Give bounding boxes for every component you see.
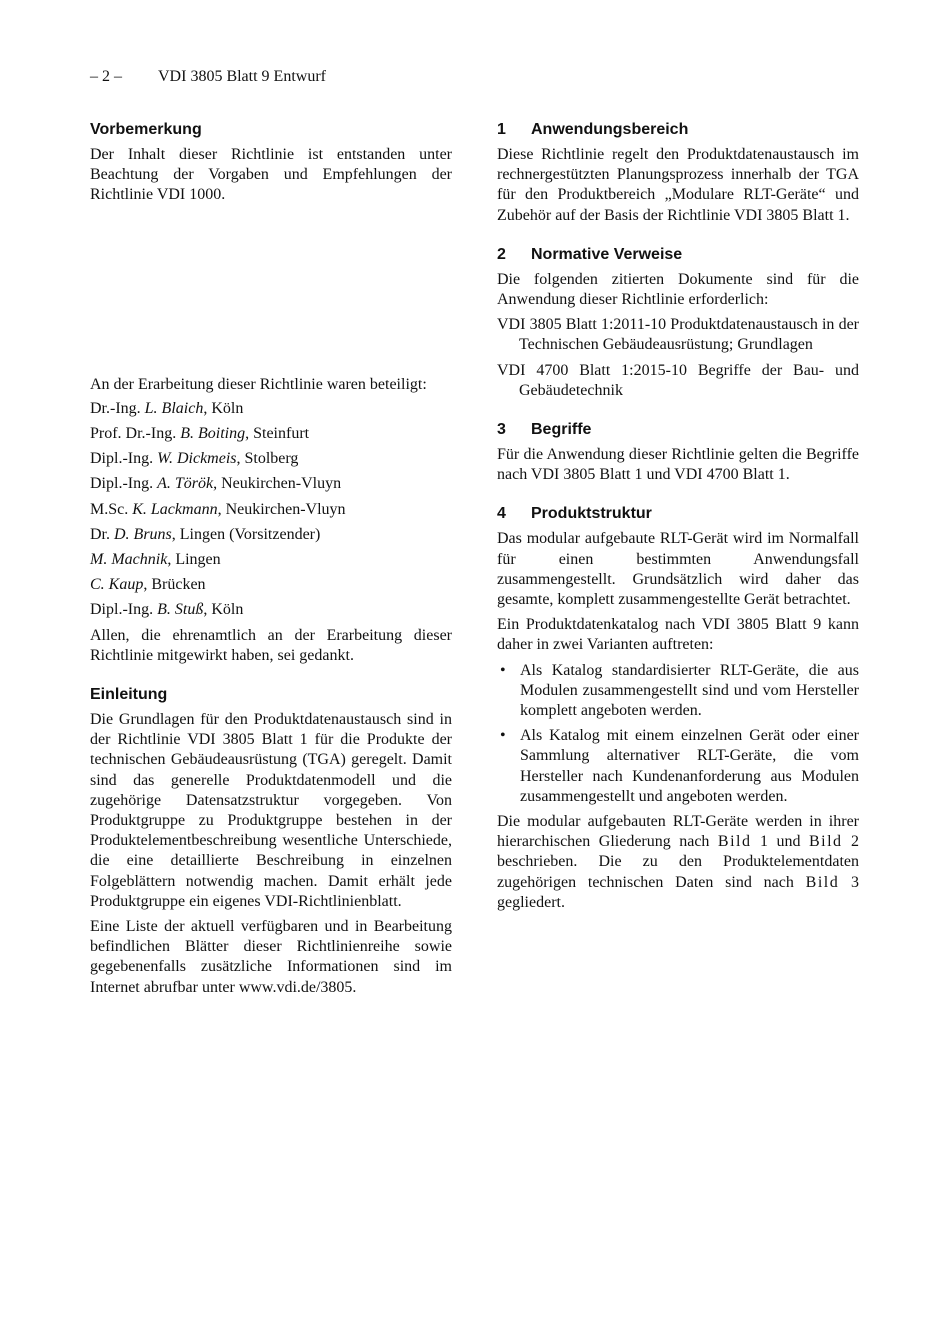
participant-list bbox=[90, 399, 452, 621]
heading-section-4: 4 Produktstruktur bbox=[497, 505, 652, 523]
paragraph-section-4-1: Das modular aufgebaute RLT-Gerät wird im Normalfall für einen bestimmten Anwendungsfall zusammengestellt. Grundsätzlich wird daher das gesamte, komplett zusammengestellte Gerät betrachtet. bbox=[497, 530, 859, 609]
section-4 bbox=[497, 504, 859, 913]
bullet-item: • Als Katalog standardisierter RLT-Geräte, die aus Modulen zusammengestellt sind und vom Hersteller komplett angeboten werden. bbox=[497, 661, 859, 722]
figure-ref: Bild bbox=[717, 833, 752, 851]
participant-item: Dr.-Ing. L. Blaich, Köln bbox=[90, 399, 244, 417]
participant-item: Dr. D. Bruns, Lingen (Vorsitzender) bbox=[90, 525, 321, 543]
paragraph-section-1: Diese Richtlinie regelt den Produktdatenaustausch im rechnergestützten Planungsprozess innerhalb der TGA für den Produktbereich „Modulare RLT-Geräte“ und Zubehör auf der Basis der Richtlinie VDI 3805 Blatt 1. bbox=[497, 146, 859, 224]
participant-item: Dipl.-Ing. B. Stuß, Köln bbox=[90, 601, 244, 619]
participants-intro: An der Erarbeitung dieser Richtlinie waren beteiligt: bbox=[90, 375, 427, 393]
bullet-item: • Als Katalog mit einem einzelnen Gerät oder einer Sammlung alternativer RLT-Geräte, die vom Hersteller nach Kundenanforderung aus Modulen zusammengestellt und angeboten werden. bbox=[497, 726, 859, 807]
paragraph-section-4-2: Ein Produktdatenkatalog nach VDI 3805 Blatt 9 kann daher in zwei Varianten auftreten: bbox=[497, 616, 859, 654]
section-participants bbox=[90, 375, 452, 666]
participant-item: Dipl.-Ing. A. Török, Neukirchen-Vluyn bbox=[90, 475, 342, 493]
page-number: – 2 – bbox=[90, 68, 122, 85]
bullet-list bbox=[497, 661, 859, 807]
paragraph-einleitung-2: Eine Liste der aktuell verfügbaren und in Bearbeitung befindlichen Blätter dieser Richtlinienreihe sowie gegebenenfalls zusätzliche Informationen sind im Internet abrufbar unter www.vdi.de/3805. bbox=[90, 918, 452, 996]
heading-section-3: 3 Begriffe bbox=[497, 421, 592, 439]
left-column bbox=[90, 120, 452, 1017]
right-column bbox=[497, 120, 859, 932]
participant-item: M. Machnik, Lingen bbox=[90, 551, 221, 569]
figure-ref: Bild bbox=[808, 833, 843, 851]
document-title: VDI 3805 Blatt 9 Entwurf bbox=[158, 68, 326, 85]
section-3 bbox=[497, 420, 859, 485]
heading-einleitung: Einleitung bbox=[90, 686, 168, 704]
participant-item: Dipl.-Ing. W. Dickmeis, Stolberg bbox=[90, 450, 299, 468]
section-einleitung bbox=[90, 685, 452, 998]
paragraph-section-3: Für die Anwendung dieser Richtlinie gelten die Begriffe nach VDI 3805 Blatt 1 und VDI 4700 Blatt 1. bbox=[497, 446, 859, 484]
paragraph-section-4-3: Die modular aufgebauten RLT-Geräte werden in ihrer hierarchischen Gliederung nach Bild 1 und Bild 2 beschrieben. Die zu den Produktelementdaten zugehörigen technischen Daten sind nach Bild 3 gegliedert. bbox=[497, 813, 860, 911]
section-2 bbox=[497, 245, 859, 401]
paragraph-vorbemerkung: Der Inhalt dieser Richtlinie ist entstanden unter Beachtung der Vorgaben und Empfehlungen der Richtlinie VDI 1000. bbox=[90, 146, 452, 204]
blank-space bbox=[90, 225, 452, 375]
page-header bbox=[90, 68, 326, 86]
reference-item: VDI 3805 Blatt 1:2011-10 Produktdatenaustausch in der Technischen Gebäudeausrüstung; Grundlagen bbox=[497, 316, 859, 354]
heading-vorbemerkung: Vorbemerkung bbox=[90, 121, 202, 138]
section-1 bbox=[497, 120, 859, 226]
participant-item: M.Sc. K. Lackmann, Neukirchen-Vluyn bbox=[90, 500, 346, 518]
heading-section-1: 1 Anwendungsbereich bbox=[497, 121, 689, 138]
participant-item: C. Kaup, Brücken bbox=[90, 576, 206, 594]
participant-item: Prof. Dr.-Ing. B. Boiting, Steinfurt bbox=[90, 425, 310, 443]
paragraph-einleitung-1: Die Grundlagen für den Produktdatenaustausch sind in der Richtlinie VDI 3805 Blatt 1 für die Produkte der technischen Gebäudeausrüstung (TGA) geregelt. Damit sind das generelle Produktdatenmodell und die zugehörige Datensatzstruktur vorgegeben. Von Produktgruppe zu Produktgruppe bestehen in der Produktelementbeschreibung wesentliche Unterschiede, die eine detaillierte Beschreibung in einzelnen Folgeblättern notwendig machen. Damit erhält jede Produktgruppe ein eigenes VDI-Richtlinienblatt. bbox=[90, 711, 452, 910]
paragraph-thanks: Allen, die ehrenamtlich an der Erarbeitung dieser Richtlinie mitgewirkt haben, sei gedankt. bbox=[90, 626, 452, 664]
figure-ref: Bild bbox=[805, 873, 840, 891]
reference-item: VDI 4700 Blatt 1:2015-10 Begriffe der Bau- und Gebäudetechnik bbox=[497, 361, 859, 399]
heading-section-2: 2 Normative Verweise bbox=[497, 245, 683, 263]
section-vorbemerkung bbox=[90, 120, 452, 206]
paragraph-section-2: Die folgenden zitierten Dokumente sind für die Anwendung dieser Richtlinie erforderlich: bbox=[497, 270, 859, 309]
